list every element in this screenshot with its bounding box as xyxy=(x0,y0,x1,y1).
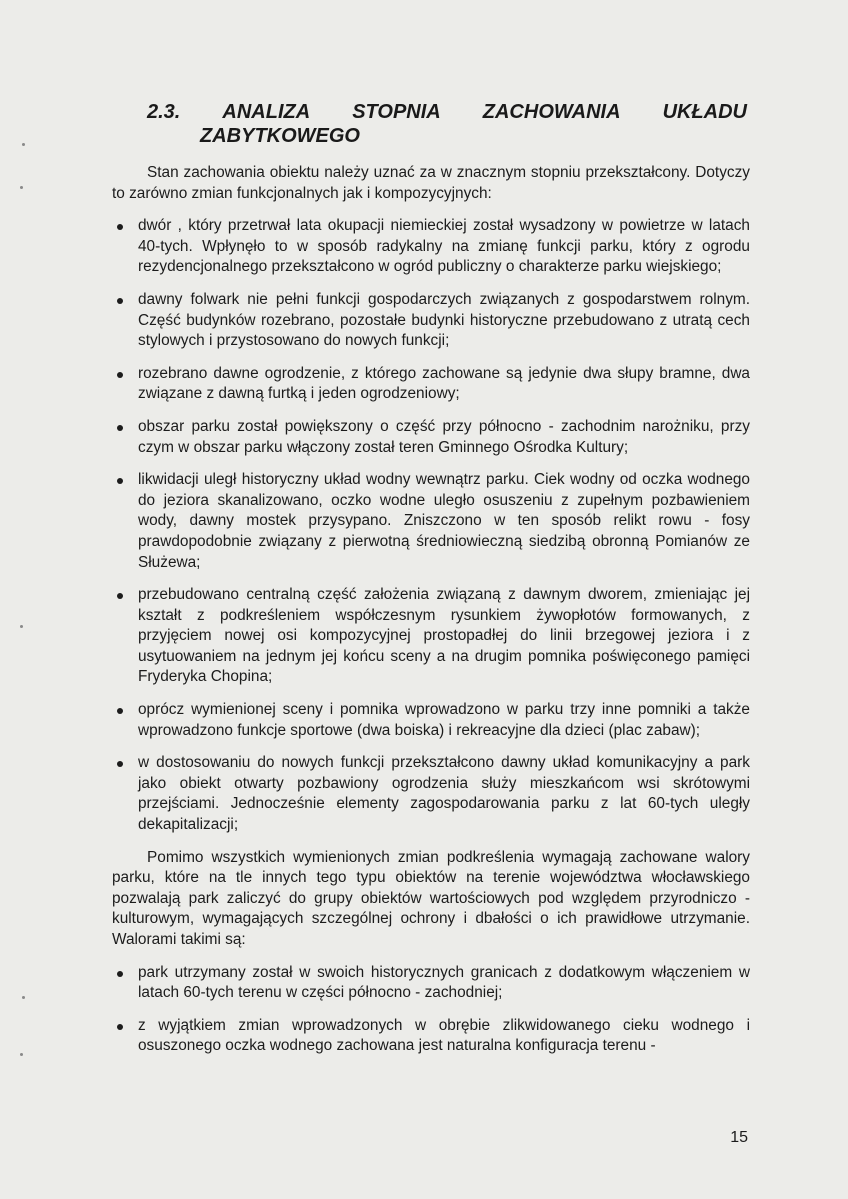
list-item xyxy=(112,753,750,835)
list-item-text: park utrzymany został w swoich historycznych granicach z dodatkowym włączeniem w latach 60-tych terenu w części północno - zachodniej; xyxy=(138,963,750,1002)
list-item xyxy=(112,585,750,688)
list-item xyxy=(112,216,750,278)
page-number: 15 xyxy=(730,1129,748,1146)
summary-paragraph: Pomimo wszystkich wymienionych zmian podkreślenia wymagają zachowane walory parku, które na tle innych tego typu obiektów na terenie województwa włocławskiego pozwalają park zaliczyć do grupy obiektów wartościowych pod względem przyrodniczo - kulturowym, wymagających szczególnej ochrony i dbałości o ich prawidłowe utrzymanie. Walorami takimi są: xyxy=(112,848,750,948)
bullet-icon xyxy=(117,224,123,230)
values-list xyxy=(112,963,750,1057)
heading-word: UKŁADU xyxy=(662,101,747,123)
section-heading-line2: ZABYTKOWEGO xyxy=(200,125,360,147)
section-number: 2.3. xyxy=(147,101,181,123)
scan-speck xyxy=(22,143,25,146)
scan-speck xyxy=(20,1053,23,1056)
list-item xyxy=(112,364,750,405)
list-item-text: z wyjątkiem zmian wprowadzonych w obrębie zlikwidowanego cieku wodnego i osuszonego oczka wodnego zachowana jest naturalna konfiguracja terenu - xyxy=(138,1016,750,1055)
list-item xyxy=(112,963,750,1004)
intro-paragraph: Stan zachowania obiektu należy uznać za w znacznym stopniu przekształcony. Dotyczy to zarówno zmian funkcjonalnych jak i kompozycyjnych: xyxy=(112,164,750,202)
scan-speck xyxy=(20,625,23,628)
list-item-text: dawny folwark nie pełni funkcji gospodarczych związanych z gospodarstwem rolnym. Część budynków rozebrano, pozostałe budynki historyczne przebudowano z utratą cech stylowych i przystosowano do nowych funkcji; xyxy=(138,290,750,350)
list-item-text: rozebrano dawne ogrodzenie, z którego zachowane są jedynie dwa słupy bramne, dwa związane z dawną furtką i jeden ogrodzeniowy; xyxy=(138,364,750,403)
list-item xyxy=(112,1016,750,1057)
bullet-icon xyxy=(117,708,123,714)
list-item-text: przebudowano centralną część założenia związaną z dawnym dworem, zmieniając jej kształt z podkreśleniem współczesnym rysunkiem żywopłotów formowanych, z przyjęciem nowej osi kompozycyjnej prostopadłej do linii brzegowej jeziora i z usytuowaniem na jednym jej końcu sceny a na drugim pomnika poświęconego pamięci Fryderyka Chopina; xyxy=(138,586,750,686)
list-item-text: obszar parku został powiększony o część przy północno - zachodnim narożniku, przy czym w obszar parku włączony został teren Gminnego Ośrodka Kultury; xyxy=(138,417,750,456)
list-item xyxy=(112,470,750,573)
list-item-text: likwidacji uległ historyczny układ wodny wewnątrz parku. Ciek wodny od oczka wodnego do jeziora skanalizowano, oczko wodne uległo osuszeniu z zupełnym pozbawieniem wody, dawny mostek przysypano. Zniszczono w ten sposób relikt rowu - fosy prawdopodobnie związany z pierwotną średniowieczną siedzibą obronną Pomianów ze Służewa; xyxy=(138,471,750,571)
list-item-text: w dostosowaniu do nowych funkcji przekształcono dawny układ komunikacyjny a park jako obiekt otwarty pozbawiony ogrodzenia służy mieszkańcom wsi skrótowymi przejściami. Jednocześnie elementy zagospodarowania parku z lat 60-tych uległy dekapitalizacji; xyxy=(138,754,750,834)
bullet-icon xyxy=(117,593,123,599)
scan-speck xyxy=(20,186,23,189)
scan-speck xyxy=(22,996,25,999)
document-body xyxy=(112,163,750,1069)
list-item xyxy=(112,417,750,458)
bullet-icon xyxy=(117,971,123,977)
bullet-icon xyxy=(117,761,123,767)
bullet-icon xyxy=(117,372,123,378)
heading-word: STOPNIA xyxy=(352,101,441,123)
list-item xyxy=(112,700,750,741)
bullet-icon xyxy=(117,298,123,304)
bullet-icon xyxy=(117,425,123,431)
section-heading-line1 xyxy=(147,100,747,124)
changes-list xyxy=(112,216,750,835)
heading-word: ANALIZA xyxy=(222,101,311,123)
section-heading xyxy=(147,100,747,148)
list-item-text: oprócz wymienionej sceny i pomnika wprowadzono w parku trzy inne pomniki a także wprowadzono funkcje sportowe (dwa boiska) i rekreacyjne dla dzieci (plac zabaw); xyxy=(138,701,750,739)
bullet-icon xyxy=(117,478,123,484)
heading-word: ZACHOWANIA xyxy=(482,101,621,123)
bullet-icon xyxy=(117,1024,123,1030)
list-item xyxy=(112,290,750,352)
list-item-text: dwór , który przetrwał lata okupacji niemieckiej został wysadzony w powietrze w latach 40-tych. Wpłynęło to w sposób radykalny na zmianę funkcji parku, który z ogrodu rezydencjonalnego przekształcono w ogród publiczny o charakterze parku wiejskiego; xyxy=(138,217,750,276)
